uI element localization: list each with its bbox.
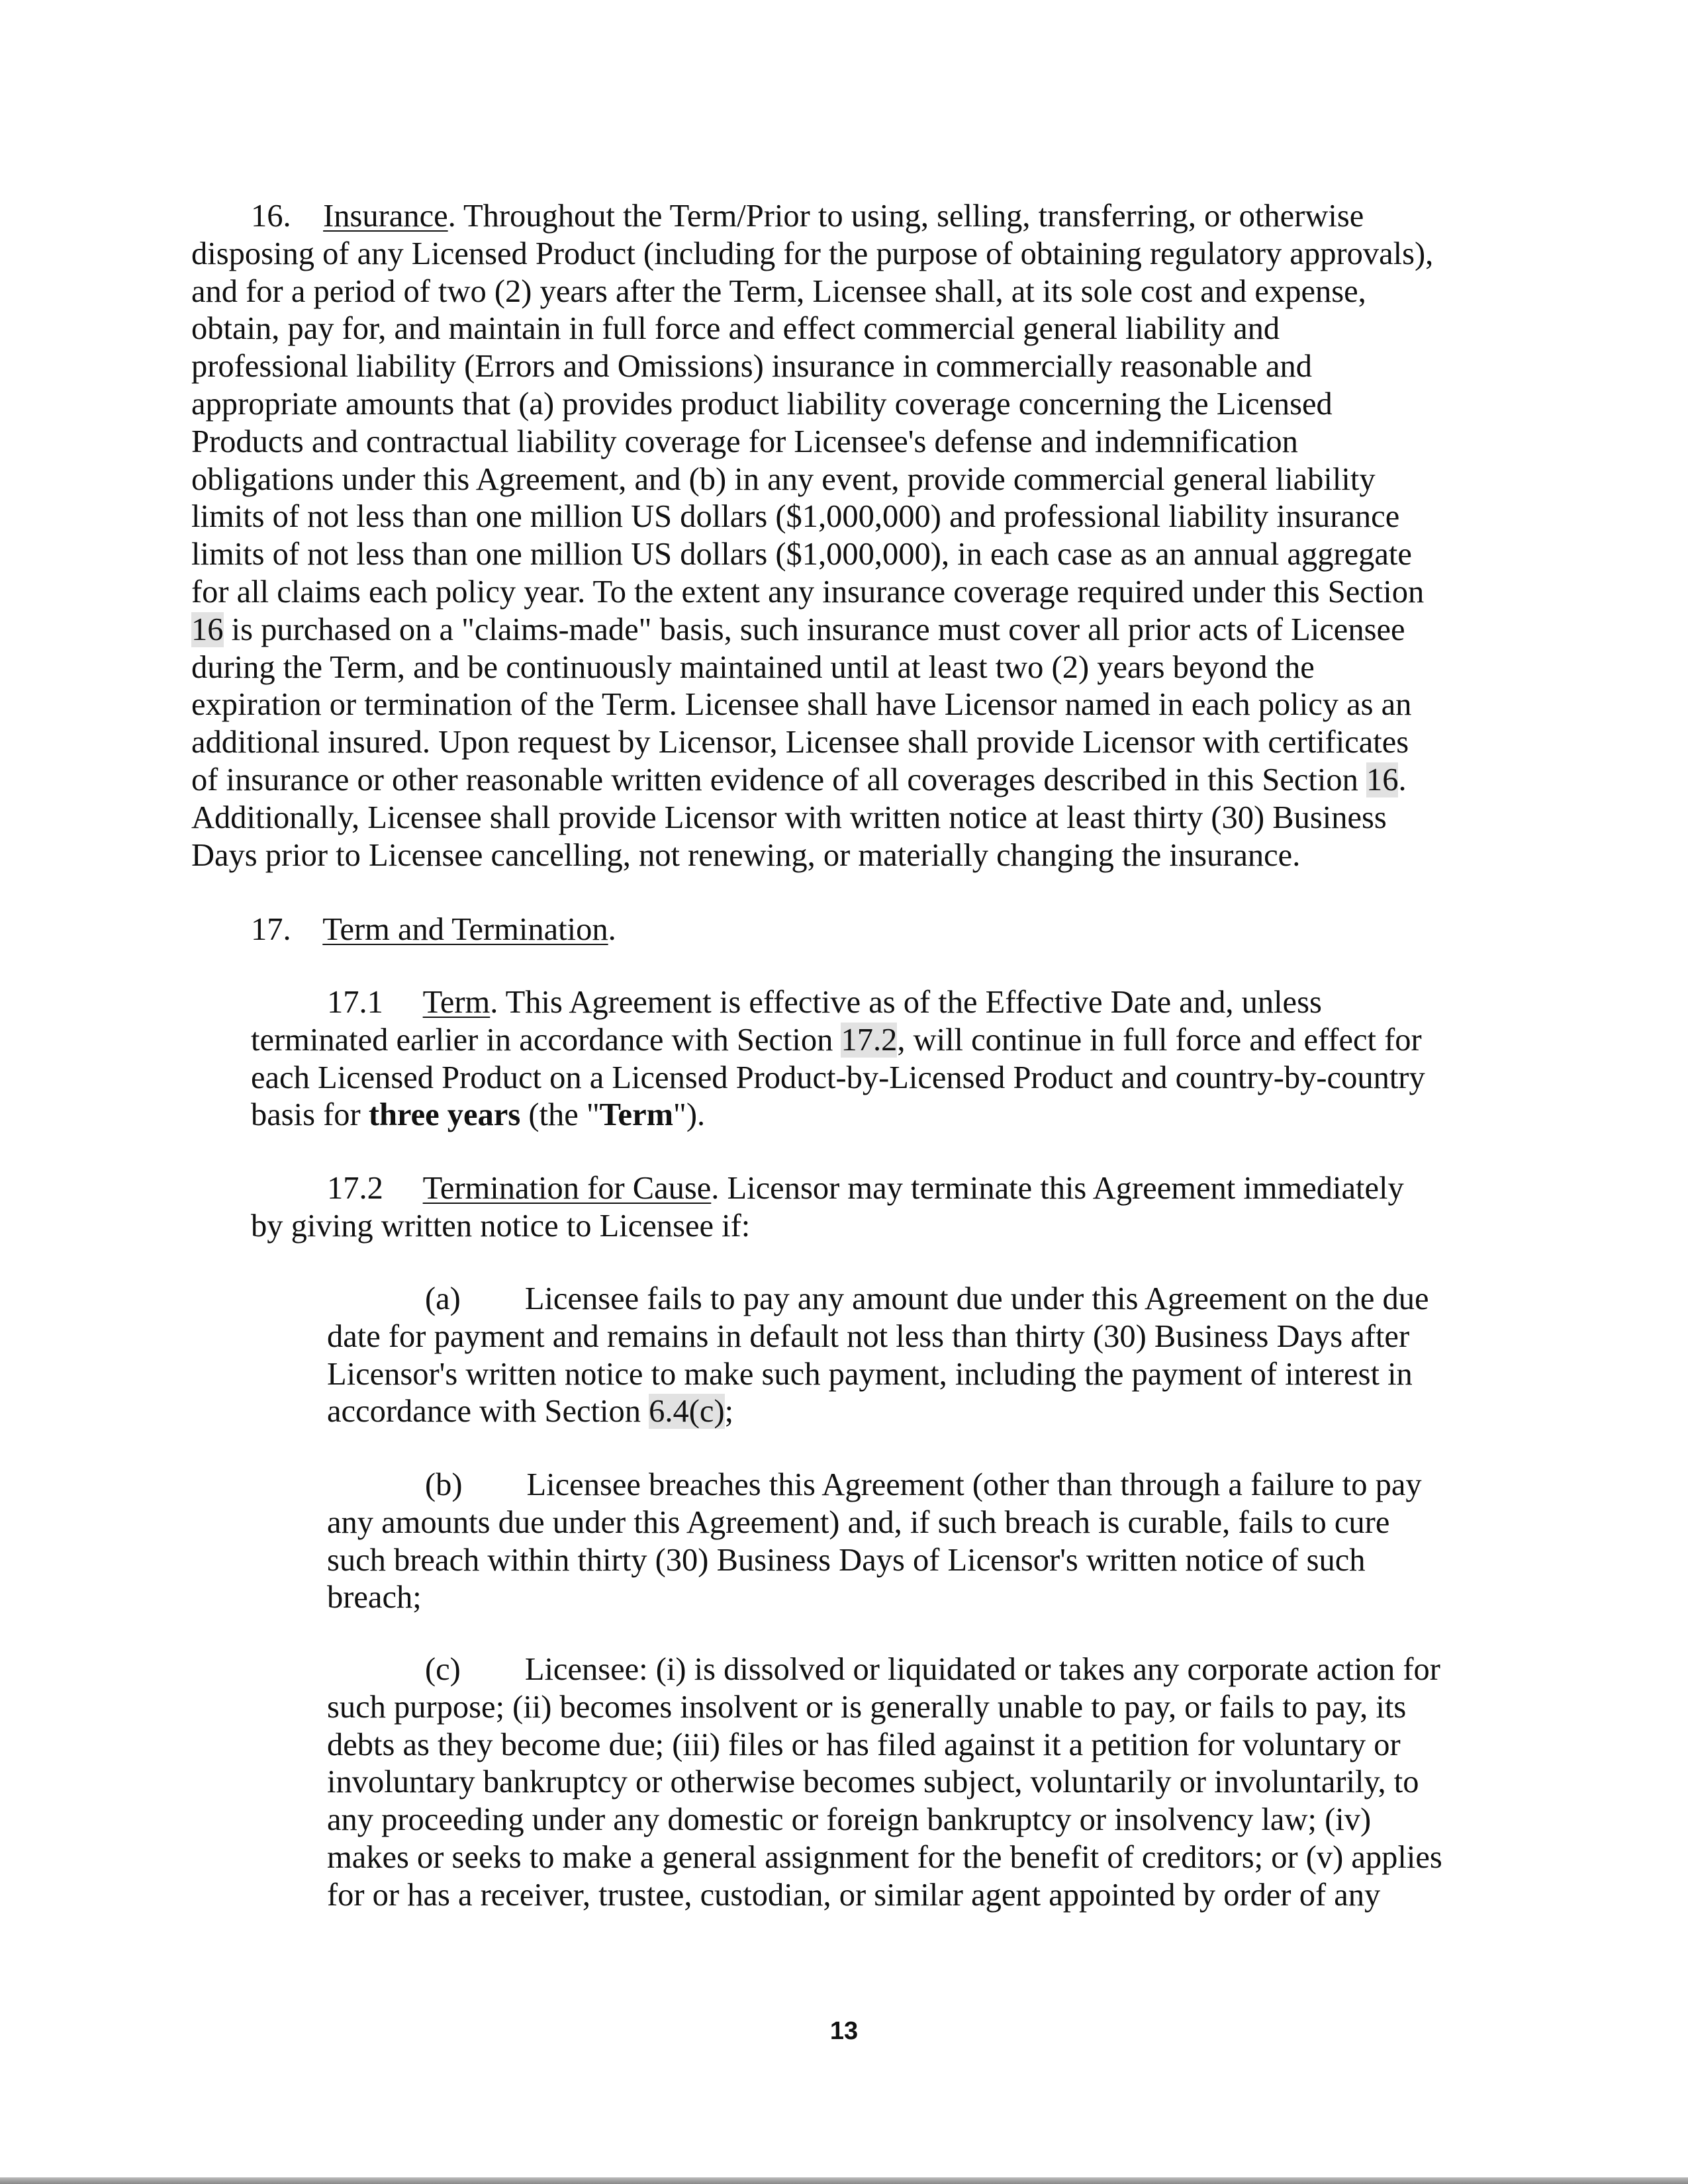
text: accordance with Section [327, 1394, 649, 1430]
clause-b-line [327, 1504, 1389, 1541]
section-17-2-line [251, 1207, 750, 1245]
text: Additionally, Licensee shall provide Licensor with written notice at least thirty (30) Business [191, 799, 1387, 835]
section-17-2-line [327, 1169, 1404, 1207]
section-16-line [191, 686, 1411, 723]
clause-a-line [327, 1392, 733, 1430]
text: Licensor's written notice to make such payment, including the payment of interest in [327, 1356, 1413, 1392]
section-16-line [191, 837, 1300, 874]
text: limits of not less than one million US dollars ($1,000,000), in each case as an annual aggregate [191, 537, 1412, 572]
text: such purpose; (ii) becomes insolvent or is generally unable to pay, or fails to pay, its [327, 1689, 1407, 1725]
section-17-heading-line [251, 911, 616, 948]
text: limits of not less than one million US dollars ($1,000,000) and professional liability insurance [191, 499, 1400, 535]
text: Days prior to Licensee cancelling, not renewing, or materially changing the insurance. [191, 837, 1301, 873]
text: 17.1 [327, 985, 423, 1020]
defined-term: three years [368, 1097, 521, 1133]
section-16-line [191, 347, 1312, 385]
clause-c-line [327, 1876, 1380, 1914]
defined-term: Term [599, 1097, 674, 1133]
clause-b-line [327, 1578, 422, 1616]
section-16-line [191, 498, 1399, 535]
text: terminated earlier in accordance with Section [251, 1022, 841, 1058]
section-17-1-line [327, 983, 1322, 1021]
clause-c-line [327, 1763, 1419, 1801]
text: disposing of any Licensed Product (including for the purpose of obtaining regulatory approvals), [191, 236, 1434, 271]
text: each Licensed Product on a Licensed Product-by-Licensed Product and country-by-country [251, 1060, 1425, 1095]
section-16-line [191, 235, 1433, 273]
text: . Throughout the Term/Prior to using, selling, transferring, or otherwise [447, 199, 1364, 234]
text: . [608, 912, 616, 947]
text: of insurance or other reasonable written evidence of all coverages described in this Section [191, 762, 1366, 797]
clause-c-line [327, 1801, 1371, 1839]
page-number: 13 [829, 2017, 859, 2045]
clause-a-line [327, 1318, 1409, 1355]
section-16-line [191, 423, 1298, 461]
section-heading: Term and Termination [322, 912, 608, 947]
text: any amounts due under this Agreement) and, if such breach is curable, fails to cure [327, 1504, 1390, 1540]
section-17-1-line [251, 1021, 1422, 1059]
section-cross-reference-link[interactable]: 17.2 [841, 1022, 898, 1058]
section-16-line [191, 723, 1409, 761]
clause-c-line [327, 1839, 1442, 1876]
text: (a) Licensee fails to pay any amount due under this Agreement on the due [425, 1281, 1429, 1316]
text: appropriate amounts that (a) provides product liability coverage concerning the Licensed [191, 387, 1333, 422]
section-16-line [191, 273, 1366, 310]
text: 16. [251, 199, 324, 234]
text: additional insured. Upon request by Licensor, Licensee shall provide Licensor with certificates [191, 725, 1409, 760]
scan-edge [0, 2177, 1688, 2184]
clause-a-line [425, 1280, 1429, 1318]
section-cross-reference-link[interactable]: 6.4(c) [649, 1394, 725, 1430]
text: debts as they become due; (iii) files or has filed against it a petition for voluntary or [327, 1727, 1401, 1762]
section-heading: Insurance [323, 199, 448, 234]
text: (the " [520, 1097, 600, 1133]
section-cross-reference-link[interactable]: 16 [1366, 762, 1399, 797]
section-16-line [191, 799, 1387, 837]
text: Products and contractual liability coverage for Licensee's defense and indemnification [191, 424, 1298, 459]
section-16-line [191, 761, 1407, 799]
section-16-line [191, 535, 1412, 573]
section-16-line [191, 573, 1424, 611]
text: and for a period of two (2) years after the Term, Licensee shall, at its sole cost and expense, [191, 273, 1366, 309]
section-heading: Term [422, 985, 491, 1020]
clause-c-line [327, 1688, 1406, 1726]
section-16-line [251, 197, 1364, 235]
text: basis for [251, 1097, 369, 1133]
section-cross-reference-link[interactable]: 16 [191, 612, 224, 647]
text: for all claims each policy year. To the extent any insurance coverage required under this Section [191, 574, 1425, 610]
text: breach; [327, 1580, 422, 1615]
clause-b-line [327, 1541, 1365, 1579]
clause-c-line [327, 1726, 1401, 1764]
section-17-1-line [251, 1059, 1425, 1097]
text: 17. [251, 912, 323, 947]
section-heading: Termination for Cause [422, 1171, 712, 1206]
text: . [1398, 762, 1407, 797]
text: makes or seeks to make a general assignment for the benefit of creditors; or (v) applies [327, 1840, 1442, 1875]
text: obtain, pay for, and maintain in full force and effect commercial general liability and [191, 311, 1280, 347]
clause-b-line [425, 1466, 1422, 1504]
section-17-1-line [251, 1096, 705, 1134]
clause-a-line [327, 1355, 1413, 1393]
text: (c) Licensee: (i) is dissolved or liquidated or takes any corporate action for [425, 1652, 1440, 1687]
text: is purchased on a "claims-made" basis, such insurance must cover all prior acts of Licensee [223, 612, 1405, 647]
text: obligations under this Agreement, and (b) in any event, provide commercial general liability [191, 461, 1376, 497]
text: (b) Licensee breaches this Agreement (other than through a failure to pay [425, 1467, 1422, 1502]
text: such breach within thirty (30) Business Days of Licensor's written notice of such [327, 1542, 1366, 1578]
section-16-line [191, 611, 1405, 649]
clause-c-line [425, 1651, 1440, 1688]
section-16-line [191, 461, 1376, 498]
text: expiration or termination of the Term. Licensee shall have Licensor named in each policy as an [191, 687, 1412, 723]
text: during the Term, and be continuously maintained until at least two (2) years beyond the [191, 649, 1315, 685]
text: any proceeding under any domestic or foreign bankruptcy or insolvency law; (iv) [327, 1802, 1372, 1838]
text: ; [724, 1394, 734, 1430]
text: by giving written notice to Licensee if: [251, 1208, 751, 1244]
text: professional liability (Errors and Omissions) insurance in commercially reasonable and [191, 349, 1312, 385]
text: involuntary bankruptcy or otherwise becomes subject, voluntarily or involuntarily, to [327, 1764, 1419, 1800]
text: date for payment and remains in default not less than thirty (30) Business Days after [327, 1318, 1410, 1354]
text: , will continue in full force and effect for [897, 1022, 1422, 1058]
text: . Licensor may terminate this Agreement immediately [711, 1171, 1404, 1206]
text: 17.2 [327, 1171, 423, 1206]
text: . This Agreement is effective as of the Effective Date and, unless [490, 985, 1322, 1020]
section-16-line [191, 649, 1315, 686]
section-16-line [191, 385, 1333, 423]
section-16-line [191, 310, 1280, 347]
text: for or has a receiver, trustee, custodian, or similar agent appointed by order of any [327, 1877, 1381, 1913]
text: "). [673, 1097, 706, 1133]
